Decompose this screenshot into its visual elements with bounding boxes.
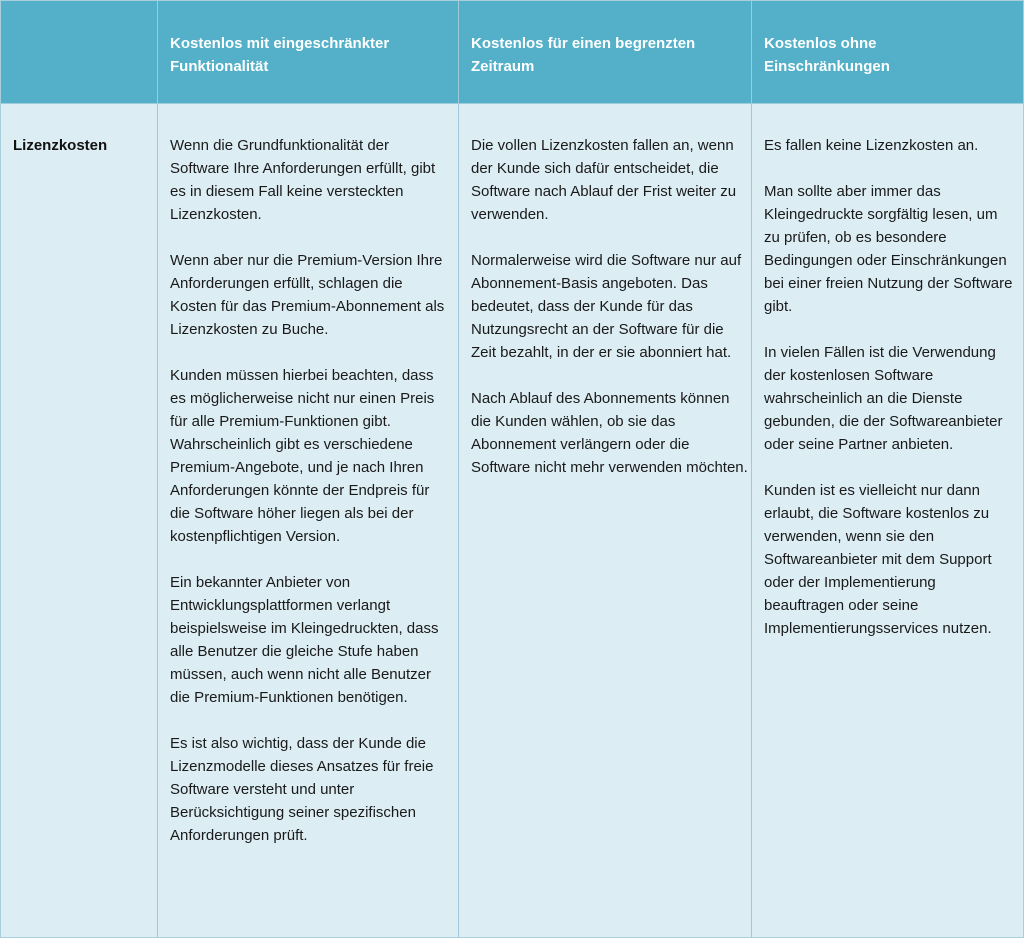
cell-unrestricted <box>764 134 1014 663</box>
paragraph: Es ist also wichtig, dass der Kunde die Lizenzmodelle dieses Ansatzes für freie Software versteht und unter Berücksichtigung seiner spezifischen Anforderungen prüft. <box>170 735 434 844</box>
header-divider <box>1 103 1023 104</box>
column-divider <box>751 1 752 937</box>
column-divider <box>157 1 158 937</box>
paragraph: Man sollte aber immer das Kleingedruckte sorgfältig lesen, um zu prüfen, ob es besondere Bedingungen oder Einschränkungen bei einer freien Nutzung der Software gibt. <box>764 183 1013 315</box>
paragraph: Wenn aber nur die Premium-Version Ihre Anforderungen erfüllt, schlagen die Kosten für das Premium-Abonnement als Lizenzkosten zu Buche. <box>170 252 445 338</box>
paragraph: In vielen Fällen ist die Verwendung der kostenlosen Software wahrscheinlich an die Dienste gebunden, die der Softwareanbieter oder seine Partner anbieten. <box>764 344 1003 453</box>
header-cell-limited-functionality: Kostenlos mit eingeschränkter Funktionalität <box>170 35 390 75</box>
column-divider <box>458 1 459 937</box>
cell-limited-time <box>471 134 749 502</box>
paragraph: Wenn die Grundfunktionalität der Software Ihre Anforderungen erfüllt, gibt es in diesem Fall keine versteckten Lizenzkosten. <box>170 137 436 223</box>
paragraph: Kunden ist es vielleicht nur dann erlaubt, die Software kostenlos zu verwenden, wenn sie den Softwareanbieter mit dem Support oder der Implementierung beauftragen oder seine Implementierungsservices nutzen. <box>764 482 992 637</box>
paragraph: Ein bekannter Anbieter von Entwicklungsplattformen verlangt beispielsweise im Kleingedruckten, dass alle Benutzer die gleiche Stufe haben müssen, auch wenn nicht alle Benutzer die Premium-Funktionen benötigen. <box>170 574 439 706</box>
row-label-license-costs: Lizenzkosten <box>13 137 108 154</box>
cell-limited-functionality <box>170 134 450 870</box>
paragraph: Die vollen Lizenzkosten fallen an, wenn der Kunde sich dafür entscheidet, die Software nach Ablauf der Frist weiter zu verwenden. <box>471 137 737 223</box>
header-cell-unrestricted: Kostenlos ohne Einschränkungen <box>764 35 890 75</box>
paragraph: Nach Ablauf des Abonnements können die Kunden wählen, ob sie das Abonnement verlängern oder die Software nicht mehr verwenden möchten. <box>471 390 748 476</box>
paragraph: Kunden müssen hierbei beachten, dass es möglicherweise nicht nur einen Preis für alle Premium-Funktionen gibt. Wahrscheinlich gibt es verschiedene Premium-Angebote, und je nach Ihren Anforderungen könnte der Endpreis für die Software höher liegen als bei der kostenpflichtigen Version. <box>170 367 435 545</box>
header-cell-limited-time: Kostenlos für einen begrenzten Zeitraum <box>471 35 696 75</box>
paragraph: Es fallen keine Lizenzkosten an. <box>764 137 979 154</box>
paragraph: Normalerweise wird die Software nur auf Abonnement-Basis angeboten. Das bedeutet, dass der Kunde für das Nutzungsrecht an der Software für die Zeit bezahlt, in der er sie abonniert hat. <box>471 252 742 361</box>
